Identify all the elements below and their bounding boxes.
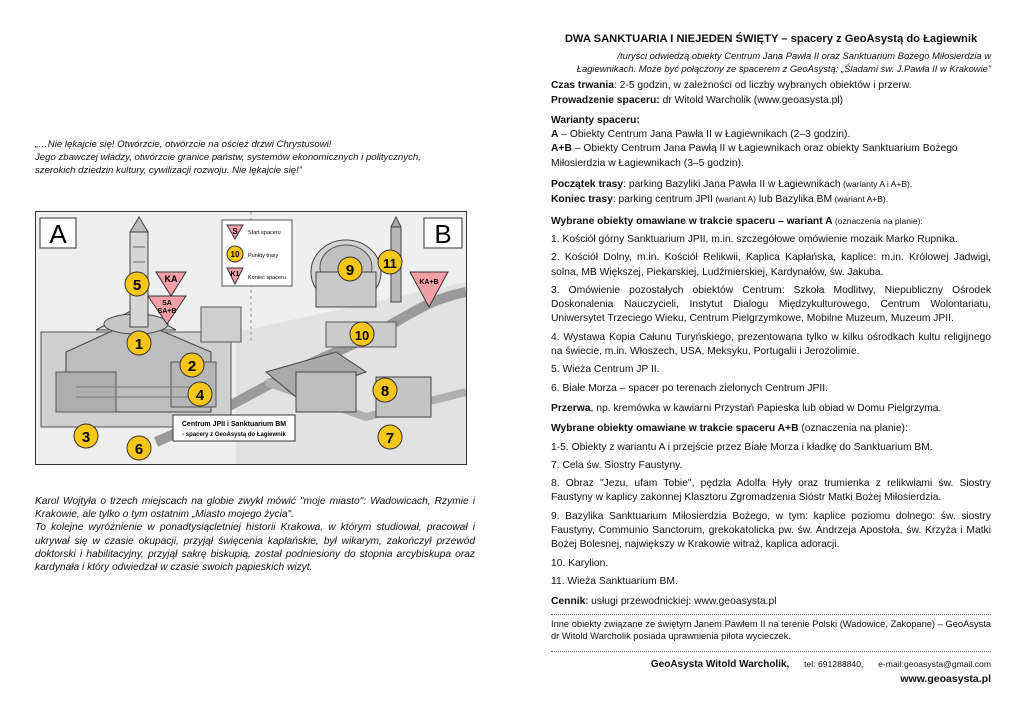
end-row: [551, 192, 991, 207]
svg-text:- spacery z GeoAsystą do Łagie: - spacery z GeoAsystą do Łagiewnik: [182, 432, 286, 438]
svg-text:8: 8: [380, 383, 390, 400]
variants-heading: Warianty spaceru:: [551, 114, 640, 126]
map-caption: [173, 415, 295, 441]
duration-row: [551, 79, 991, 93]
subtitle-line: Łagiewnikach. Może być połączony ze spacerem z GeoAsystą: „Śladami św. J.Pawła II w Krakowie”: [576, 63, 991, 75]
building-small: [201, 307, 241, 342]
route-point: [125, 272, 149, 296]
end-text-alt: lub Bazylika BM: [755, 194, 833, 206]
variant-ab-tag: A+B: [551, 143, 572, 155]
svg-text:3: 3: [81, 429, 91, 446]
quote-line: Jego zbawczej władzy, otwórzcie granice państw, systemów ekonomicznych i politycznych,: [35, 152, 421, 163]
list-item: 1-5. Obiekty z wariantu A i przejście przez Białe Morza i kładkę do Sanktuarium BM.: [551, 441, 933, 453]
svg-text:6: 6: [134, 441, 144, 458]
svg-text:KA: KA: [164, 274, 178, 284]
svg-text:Centrum JPII i Sanktuarium BM: Centrum JPII i Sanktuarium BM: [181, 421, 287, 428]
variant-ab-row: [551, 142, 991, 171]
list-item: 5. Wieża Centrum JP II.: [551, 364, 660, 376]
route-point: [74, 424, 98, 448]
list-item: 9. Bazylika Sanktuarium Miłosierdzia Bożego, w tym: kaplice poziomu dolnego: św. siostry Faustyny, Communio Sanctorum, grekokatolicka pw. św. Andrzeja Apostoła, św. Krzyża i Matki Bożej Bolesnej, największy w Krakowie witraż, kaplica adoracji.: [551, 510, 991, 551]
guide-text: dr Witold Warcholik (www.geoasysta.pl): [659, 94, 844, 106]
quote-line: „…Nie lękajcie się! Otwórzcie, otwórzcie na oścież drzwi Chrystusowi!: [35, 139, 332, 150]
svg-text:2: 2: [187, 358, 197, 375]
quote-line: szerokich dziedzin kultury, cywilizacji rozwoju. Nie lękajcie się!”: [35, 165, 302, 176]
list-item: 11. Wieża Sanktuarium BM.: [551, 575, 678, 587]
break-row: Przerwa, np. kremówka w kawiarni Przystań Papieska lub obiad w Domu Pielgrzyma.: [551, 402, 942, 414]
subtitle-line: /turyści odwiedzą obiekty Centrum Jana Pawła II oraz Sanktuarium Bożego Miłosierdzia w: [617, 50, 991, 62]
route-point: [378, 250, 402, 274]
guide-label: Prowadzenie spaceru:: [551, 94, 660, 106]
svg-text:11: 11: [383, 256, 397, 271]
svg-text:5: 5: [132, 277, 142, 294]
list-item: 7. Cela św. Siostry Faustyny.: [551, 459, 683, 471]
map-legend: [222, 220, 292, 286]
footer-website: www.geoasysta.pl: [900, 672, 991, 685]
list-item: 3. Omówienie pozostałych obiektów Centrum: Szkoła Modlitwy, Niepubliczny Ośrodek Doskonalenia Nauczycieli, Instytut Dialogu Międzykulturowego, Centrum Wolontariatu, Uniwersytet Trzeciego Wieku, Centrum Pielgrzymkowe, Mobilne Muzeum, Muzeum JPII.: [551, 284, 991, 325]
start-label: Początek trasy: [551, 179, 624, 191]
list-item: 1. Kościół górny Sanktuarium JPII, m.in. szczegółowe omówienie mozaik Marko Rupnika.: [551, 233, 958, 245]
end-symbol-text: K1: [230, 271, 240, 278]
end-label: Koniec trasy: [551, 194, 613, 206]
footer-email: e-mail:geoasysta@gmail.com: [878, 658, 991, 669]
svg-text:7: 7: [385, 430, 395, 447]
route-point: [350, 322, 374, 346]
route-point: [127, 436, 151, 460]
price-row: Cennik: usługi przewodnickiej: www.geoasysta.pl: [551, 596, 777, 608]
end-label: Koniec spaceru: [248, 275, 286, 281]
svg-text:KA+B: KA+B: [419, 279, 439, 286]
footer-phone: tel: 691288840,: [804, 658, 864, 669]
point-symbol-text: 10: [230, 250, 240, 259]
start-label: Start spaceru: [248, 230, 281, 236]
end-note-alt: (wariant A+B).: [832, 194, 889, 205]
start-text: : parking Bazyliki Jana Pawła II w Łagiewnikach: [623, 179, 841, 191]
list-item: 6. Białe Morza – spacer po terenach zielonych Centrum JPII.: [551, 382, 829, 394]
krakow-text: [35, 495, 475, 574]
variant-a-label: A: [49, 219, 67, 249]
list-item: 8. Obraz "Jezu, ufam Tobie", pędzla Adolfa Hyły oraz trumienka z relikwiami św. Siostry Faustyny w kaplicy zakonnej Klasztoru Zgromadzenia Sióstr Matki Bożej Miłosierdzia.: [551, 478, 991, 504]
footer: [551, 651, 991, 688]
list-item: 2. Kościół Dolny, m.in. Kościół Relikwii, Kaplica Kapłańska, kaplice: m.in. Królowej Jadwigi, solna, MB Większej, Piekarskiej, Ludźmierskiej, Kardynałów, św. Jakuba.: [551, 252, 991, 278]
variant-a-row: [551, 128, 991, 142]
objects-a-heading: Wybrane obiekty omawiane w trakcie spaceru – wariant A (oznaczenia na planie):: [551, 215, 923, 227]
start-symbol-text: S: [232, 227, 238, 236]
guide-row: [551, 94, 991, 108]
krakow-paragraph: To kolejne wyróżnienie w ponadtysiącletniej historii Krakowa, w którym studiował, pracował i ukrywał się w czasie okupacji, przyjął święcenia kapłańskie, był wikarym, zakończył przewód doktorski i habilitacyjny, przyjął sakrę biskupią, został podniesiony do stopnia arcybiskupa oraz kardynała i który odwiedzał w czasie swoich papieskich wizyt.: [35, 522, 475, 574]
svg-text:SA+B: SA+B: [157, 308, 177, 315]
tour-description: [551, 32, 991, 687]
footnote: Inne obiekty związane ze świętym Janem Pawłem II na terenie Polski (Wadowice, Zakopane) – GeoAsysta dr Witold Warcholik posiada uprawnienia pilota wycieczek.: [551, 618, 991, 641]
route-map-drawing: [36, 212, 466, 464]
krakow-paragraph: Karol Wojtyła o trzech miejscach na globie zwykł mówić "moje miasto": Wadowicach, Rzymie i Krakowie, ale tylko o tym ostatnim „Miasto mojego życia".: [35, 496, 475, 521]
route-point: [378, 425, 402, 449]
route-point: [373, 378, 397, 402]
point-label: Punkty trasy: [248, 253, 279, 259]
opening-quote: [35, 138, 475, 177]
duration-text: : 2-5 godzin, w zależności od liczby wybranych obiektów i przerw.: [613, 80, 912, 92]
svg-text:SA: SA: [162, 300, 172, 307]
page-title: DWA SANKTUARIA I NIEJEDEN ŚWIĘTY – spacery z GeoAsystą do Łagiewnik: [564, 33, 978, 45]
svg-text:4: 4: [195, 387, 205, 404]
variant-ab-text: – Obiekty Centrum Jana Pawłą II w Łagiewnikach oraz obiekty Sanktuarium Bożego Miłosierdzia w Łagiewnikach (3–5 godzin).: [551, 143, 958, 169]
start-row: [551, 177, 991, 192]
route-point: [338, 257, 362, 281]
footer-name: GeoAsysta Witold Warcholik,: [650, 658, 790, 670]
svg-text:10: 10: [354, 328, 370, 343]
list-item: 4. Wystawa Kopia Całunu Turyńskiego, prezentowana tylko w kilku ośrodkach kultu religijnego na świecie, m.in. Włoszech, USA, Meksyku, Portugalii i Jerozolimie.: [551, 331, 991, 358]
duration-label: Czas trwania: [551, 80, 614, 92]
route-point: [180, 353, 204, 377]
end-note: (wariant A): [712, 194, 756, 205]
svg-text:1: 1: [134, 336, 144, 353]
variant-a-tag: A: [551, 129, 559, 141]
variant-a-text: – Obiekty Centrum Jana Pawła II w Łagiewnikach (2–3 godzin).: [558, 129, 851, 141]
route-point: [127, 331, 151, 355]
end-text: : parking centrum JPII: [612, 194, 713, 206]
start-note: (warianty A i A+B).: [840, 179, 913, 190]
list-item: 10. Karylion.: [551, 557, 609, 569]
variant-b-label: B: [434, 219, 452, 249]
svg-text:9: 9: [345, 262, 355, 279]
route-point: [188, 382, 212, 406]
route-map: [35, 211, 467, 465]
objects-ab-heading: Wybrane obiekty omawiane w trakcie spaceru A+B (oznaczenia na planie):: [551, 423, 908, 435]
